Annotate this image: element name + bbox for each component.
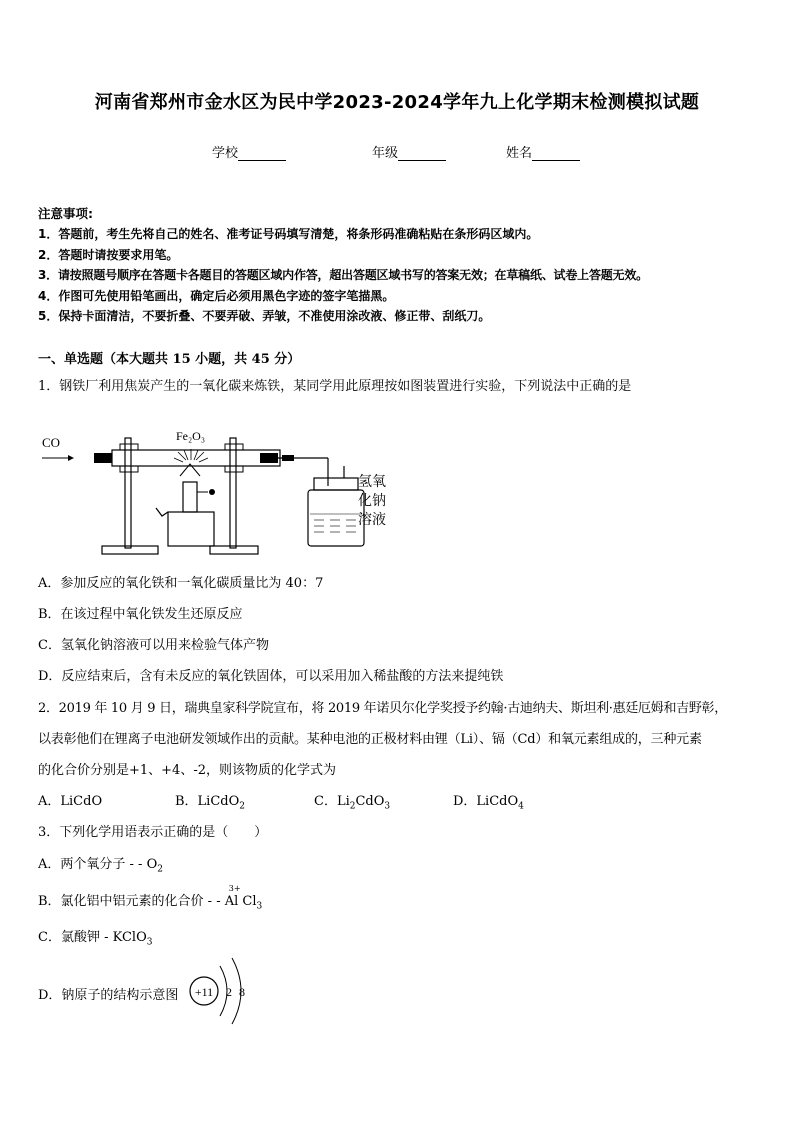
- stopper-right-icon: [260, 453, 278, 463]
- question-2-option-b[interactable]: B．LiCdO$_2$: [175, 794, 246, 812]
- grade-field: [372, 142, 446, 161]
- solution-label-line1: 氢氧: [358, 475, 386, 490]
- fe2o3-powder-icon: [174, 449, 208, 462]
- section-heading: 一、单选题（本大题共 15 小题，共 45 分）: [38, 352, 301, 367]
- sodium-atom-structure-diagram: [186, 956, 250, 1026]
- shell-1-electrons: 2: [226, 985, 232, 999]
- notice-heading: 注意事项:: [38, 206, 93, 221]
- notice-item: 2．答题时请按要求用笔。: [38, 248, 179, 262]
- question-3-option-c[interactable]: C．氯酸钾 - KClO$_3$: [38, 930, 153, 948]
- school-blank[interactable]: [238, 148, 286, 161]
- burner-tube-icon: [183, 482, 197, 512]
- notice-item: 3．请按照题号顺序在答题卡各题目的答题区域内作答，超出答题区域书写的答案无效；在草稿纸、试卷上答题无效。: [38, 268, 648, 282]
- question-1-option-c[interactable]: C．氢氧化钠溶液可以用来检验气体产物: [38, 638, 269, 653]
- page-title: 河南省郑州市金水区为民中学2023-2024学年九上化学期末检测模拟试题: [94, 92, 700, 113]
- nucleus-charge: +11: [194, 985, 214, 999]
- shell-2-electrons: 8: [239, 985, 245, 999]
- question-2-option-d[interactable]: D．LiCdO$_4$: [453, 794, 524, 812]
- question-1-stem: 1．钢铁厂利用焦炭产生的一氧化碳来炼铁，某同学用此原理按如图装置进行实验，下列说法中正确的是: [38, 379, 632, 394]
- school-label: 学校: [212, 146, 239, 161]
- notice-item: 1．答题前，考生先将自己的姓名、准考证号码填写清楚，将条形码准确粘贴在条形码区域内。: [38, 227, 539, 241]
- question-2-line1: 2．2019 年 10 月 9 日，瑞典皇家科学院宣布，将 2019 年诺贝尔化学奖授予约翰·古迪纳夫、斯坦利·惠廷厄姆和吉野彰，: [38, 701, 727, 716]
- question-1-option-a[interactable]: A．参加反应的氧化铁和一氧化碳质量比为 40：7: [38, 576, 324, 591]
- co-label: CO: [42, 435, 61, 450]
- grade-blank[interactable]: [398, 148, 446, 161]
- question-3-option-b[interactable]: B．氯化铝中铝元素的化合价 - - 3+ Al $Cl_3$: [38, 884, 263, 912]
- stopper-left-icon: [94, 453, 112, 463]
- question-1-option-d[interactable]: D．反应结束后，含有未反应的氧化铁固体，可以采用加入稀盐酸的方法来提纯铁: [38, 669, 504, 684]
- question-1-option-b[interactable]: B．在该过程中氧化铁发生还原反应: [38, 607, 243, 622]
- question-3-option-d[interactable]: D．钠原子的结构示意图: [38, 988, 179, 1003]
- name-blank[interactable]: [532, 148, 580, 161]
- notice-item: 4．作图可先使用铅笔画出，确定后必须用黑色字迹的签字笔描黑。: [38, 289, 395, 303]
- grade-label: 年级: [372, 146, 399, 161]
- fuel-pipe-icon: [156, 508, 168, 516]
- notice-item: 5．保持卡面清洁，不要折叠、不要弄破、弄皱，不准使用涂改液、修正带、刮纸刀。: [38, 309, 491, 323]
- solution-level-icon: [310, 514, 362, 532]
- question-2-line2: 以表彰他们在锂离子电池研发领域作出的贡献。某种电池的正极材料由锂（Li）、镉（Cd）和氧元素组成的，三种元素: [38, 732, 702, 747]
- question-3-option-a[interactable]: A．两个氧分子 - - $O_2$: [38, 857, 163, 875]
- question-2-option-c[interactable]: C．$Li_2CdO_3$: [314, 794, 391, 812]
- name-label: 姓名: [506, 146, 533, 161]
- name-field: [506, 142, 580, 161]
- glass-tube-icon: [112, 450, 280, 466]
- solution-label-line3: 溶液: [358, 513, 386, 528]
- question-2-line3: 的化合价分别是+1、+4、-2，则该物质的化学式为: [38, 763, 336, 778]
- gas-washing-bottle-icon: [308, 490, 364, 546]
- question-3-stem: 3．下列化学用语表示正确的是（ ）: [38, 825, 268, 840]
- fe2o3-label: Fe₂O₃: [176, 429, 206, 443]
- school-field: [212, 142, 286, 161]
- question-2-option-a[interactable]: A．LiCdO: [38, 794, 103, 809]
- solution-label-line2: 化钠: [358, 494, 386, 509]
- co-reduction-apparatus-diagram: [38, 416, 398, 556]
- valence-superscript: 3+: [228, 884, 241, 893]
- burner-base-icon: [168, 512, 214, 546]
